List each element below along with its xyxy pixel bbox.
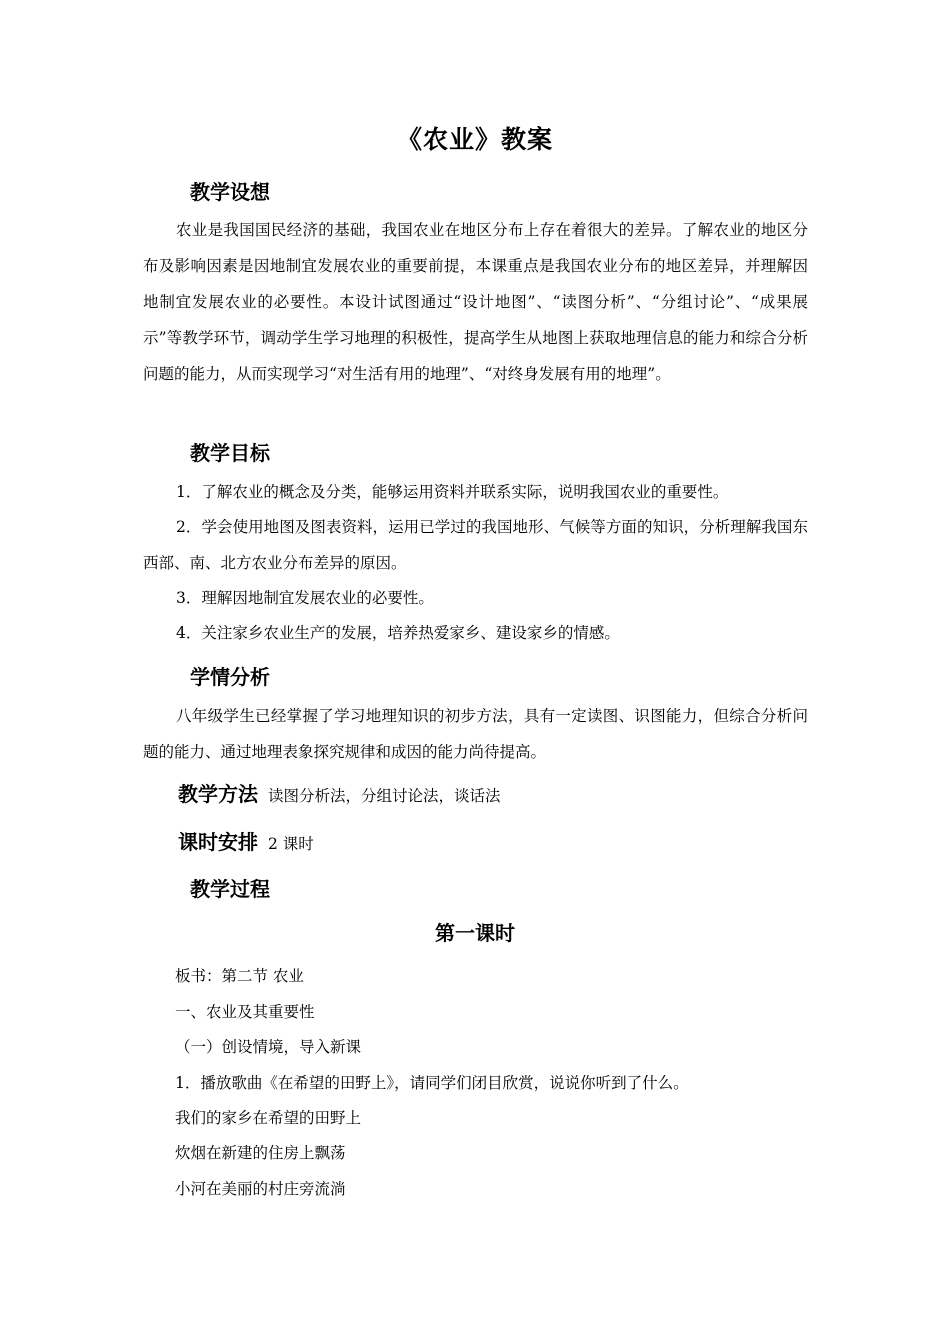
process-line-3: （一）创设情境，导入新课 (175, 1038, 362, 1056)
goal-item-1: 1．了解农业的概念及分类，能够运用资料并联系实际，说明我国农业的重要性。 (176, 483, 729, 501)
process-line-6: 炊烟在新建的住房上飘荡 (175, 1144, 346, 1162)
schedule-heading: 课时安排 (178, 830, 258, 854)
method-heading: 教学方法 (178, 782, 258, 806)
process-line-2: 一、农业及其重要性 (175, 1003, 315, 1021)
section-heading-design: 教学设想 (190, 180, 270, 204)
section-heading-analysis: 学情分析 (190, 665, 270, 689)
analysis-paragraph: 八年级学生已经掌握了学习地理知识的初步方法，具有一定读图、识图能力，但综合分析问题的能力、通过地理表象探究规律和成因的能力尚待提高。 (143, 707, 808, 761)
schedule-row (178, 826, 314, 855)
goal-item-2: 2．学会使用地图及图表资料，运用已学过的我国地形、气候等方面的知识，分析理解我国东西部、南、北方农业分布差异的原因。 (143, 518, 808, 572)
schedule-value: 2 课时 (268, 835, 314, 853)
process-line-7: 小河在美丽的村庄旁流淌 (175, 1180, 346, 1198)
process-line-1: 板书：第二节 农业 (175, 967, 304, 985)
section-heading-goals: 教学目标 (190, 441, 270, 465)
goal-item-4: 4．关注家乡农业生产的发展，培养热爱家乡、建设家乡的情感。 (176, 624, 620, 642)
process-line-5: 我们的家乡在希望的田野上 (175, 1109, 362, 1127)
section-heading-process: 教学过程 (190, 877, 270, 901)
design-paragraph: 农业是我国国民经济的基础，我国农业在地区分布上存在着很大的差异。了解农业的地区分布及影响因素是因地制宜发展农业的重要前提，本课重点是我国农业分布的地区差异，并理解因地制宜发展农业的必要性。本设计试图通过“设计地图”、“读图分析”、“分组讨论”、“成果展示”等教学环节，调动学生学习地理的积极性，提高学生从地图上获取地理信息的能力和综合分析问题的能力，从而实现学习“对生活有用的地理”、“对终身发展有用的地理”。 (143, 221, 808, 383)
method-value: 读图分析法，分组讨论法，谈话法 (268, 787, 501, 805)
process-line-4: 1．播放歌曲《在希望的田野上》，请同学们闭目欣赏，说说你听到了什么。 (175, 1074, 689, 1092)
method-row (178, 778, 501, 807)
lesson-title: 第一课时 (435, 921, 515, 945)
document-title: 《农业》教案 (396, 125, 553, 154)
goal-item-3: 3．理解因地制宜发展农业的必要性。 (176, 589, 434, 607)
